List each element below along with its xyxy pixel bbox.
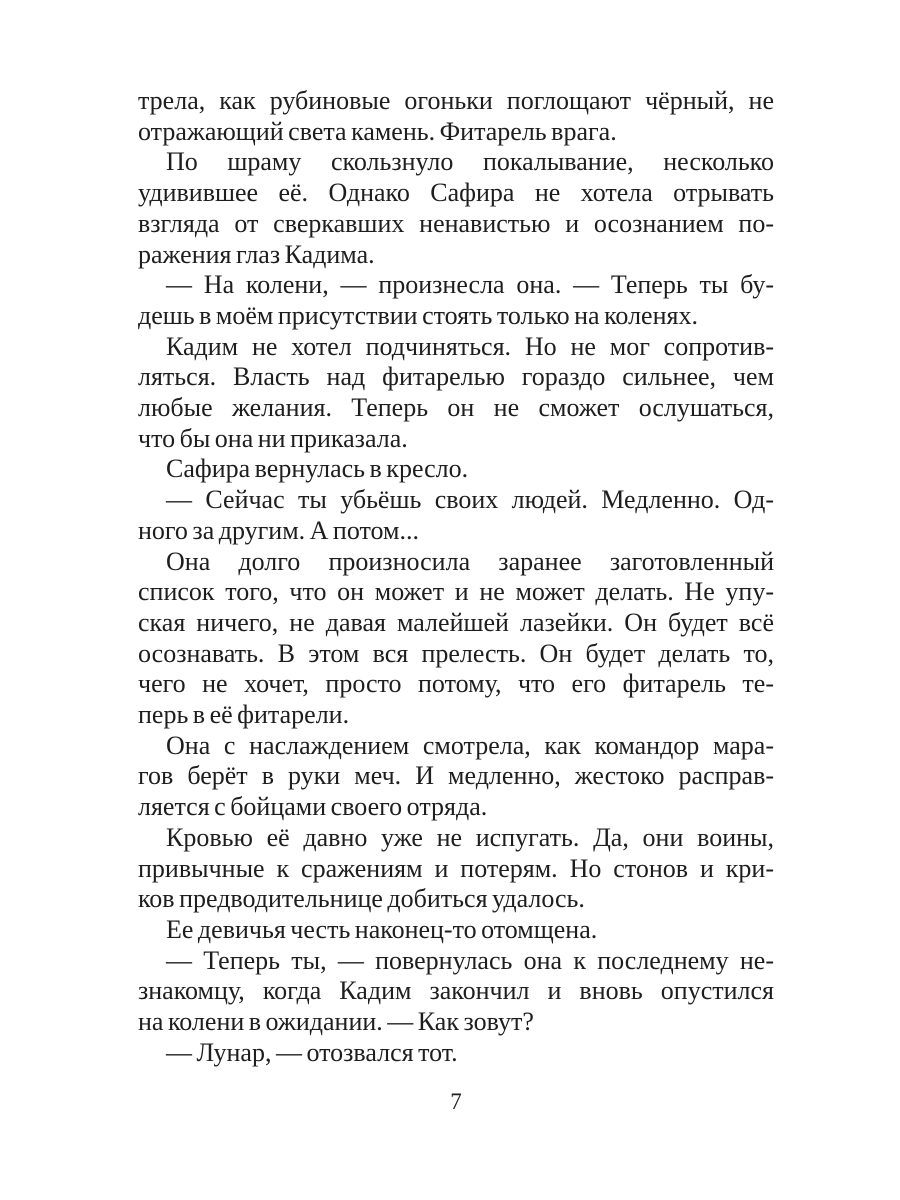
text-line: перь в её фитарели. <box>138 700 350 730</box>
paragraph <box>138 823 774 915</box>
text-line: трела, как рубиновые огоньки поглощают чёрный, не <box>138 86 774 115</box>
text-line: что бы она ни приказала. <box>138 423 408 453</box>
text-line: — Теперь ты, — повернулась она к последнему не- <box>166 945 774 975</box>
paragraph <box>138 454 774 485</box>
paragraph <box>138 946 774 1038</box>
text-line: ков предводительнице добиться удалось. <box>138 884 585 914</box>
text-line: удивившее её. Однако Сафира не хотела отрывать <box>138 178 774 208</box>
text-line: список того, что он может и не может делать. Не упу- <box>138 577 774 607</box>
text-line: знакомцу, когда Кадим закончил и вновь опустился <box>138 976 774 1006</box>
text-line: — Лунар, — отозвался тот. <box>166 1037 458 1067</box>
paragraph <box>138 332 774 455</box>
paragraph <box>138 270 774 331</box>
text-line: осознавать. В этом вся прелесть. Он будет делать то, <box>138 638 774 668</box>
text-line: — Сейчас ты убьёшь своих людей. Медленно. Од- <box>166 485 774 515</box>
text-line: Сафира вернулась в кресло. <box>166 454 469 484</box>
paragraph <box>138 485 774 546</box>
text-line: Ее девичья честь наконец-то отомщена. <box>166 914 598 944</box>
text-line: Она с наслаждением смотрела, как командор мара- <box>166 730 774 760</box>
text-line: ного за другим. А потом... <box>138 515 419 545</box>
paragraph <box>138 1038 774 1069</box>
paragraph <box>138 147 774 270</box>
text-line: на колени в ожидании. — Как зовут? <box>138 1007 534 1037</box>
text-line: По шраму скользнуло покалывание, несколько <box>166 147 774 177</box>
text-line: — На колени, — произнесла она. — Теперь ты бу- <box>166 270 774 300</box>
text-line: любые желания. Теперь он не сможет ослушаться, <box>138 393 774 423</box>
text-line: чего не хочет, просто потому, что его фитарель те- <box>138 669 774 699</box>
paragraph <box>138 86 774 147</box>
page-number: 7 <box>450 1089 462 1114</box>
paragraph <box>138 731 774 823</box>
paragraph <box>138 915 774 946</box>
page-text <box>138 86 774 1069</box>
text-line: ляться. Власть над фитарелью гораздо сильнее, чем <box>138 362 774 392</box>
text-line: отражающий света камень. Фитарель врага. <box>138 116 617 146</box>
text-line: взгляда от сверкавших ненавистью и осознанием по- <box>138 208 774 238</box>
text-line: Кровью её давно уже не испугать. Да, они воины, <box>166 822 774 852</box>
text-line: Она долго произносила заранее заготовленный <box>166 546 774 576</box>
text-line: привычные к сражениям и потерям. Но стонов и кри- <box>138 853 774 883</box>
text-line: ская ничего, не давая малейшей лазейки. Он будет всё <box>138 607 774 637</box>
text-line: гов берёт в руки меч. И медленно, жестоко расправ- <box>138 761 774 791</box>
text-line: ражения глаз Кадима. <box>138 239 375 269</box>
text-line: дешь в моём присутствии стоять только на коленях. <box>138 300 698 330</box>
paragraph <box>138 547 774 731</box>
text-line: Кадим не хотел подчиняться. Но не мог сопротив- <box>166 331 774 361</box>
text-line: ляется с бойцами своего отряда. <box>138 792 488 822</box>
